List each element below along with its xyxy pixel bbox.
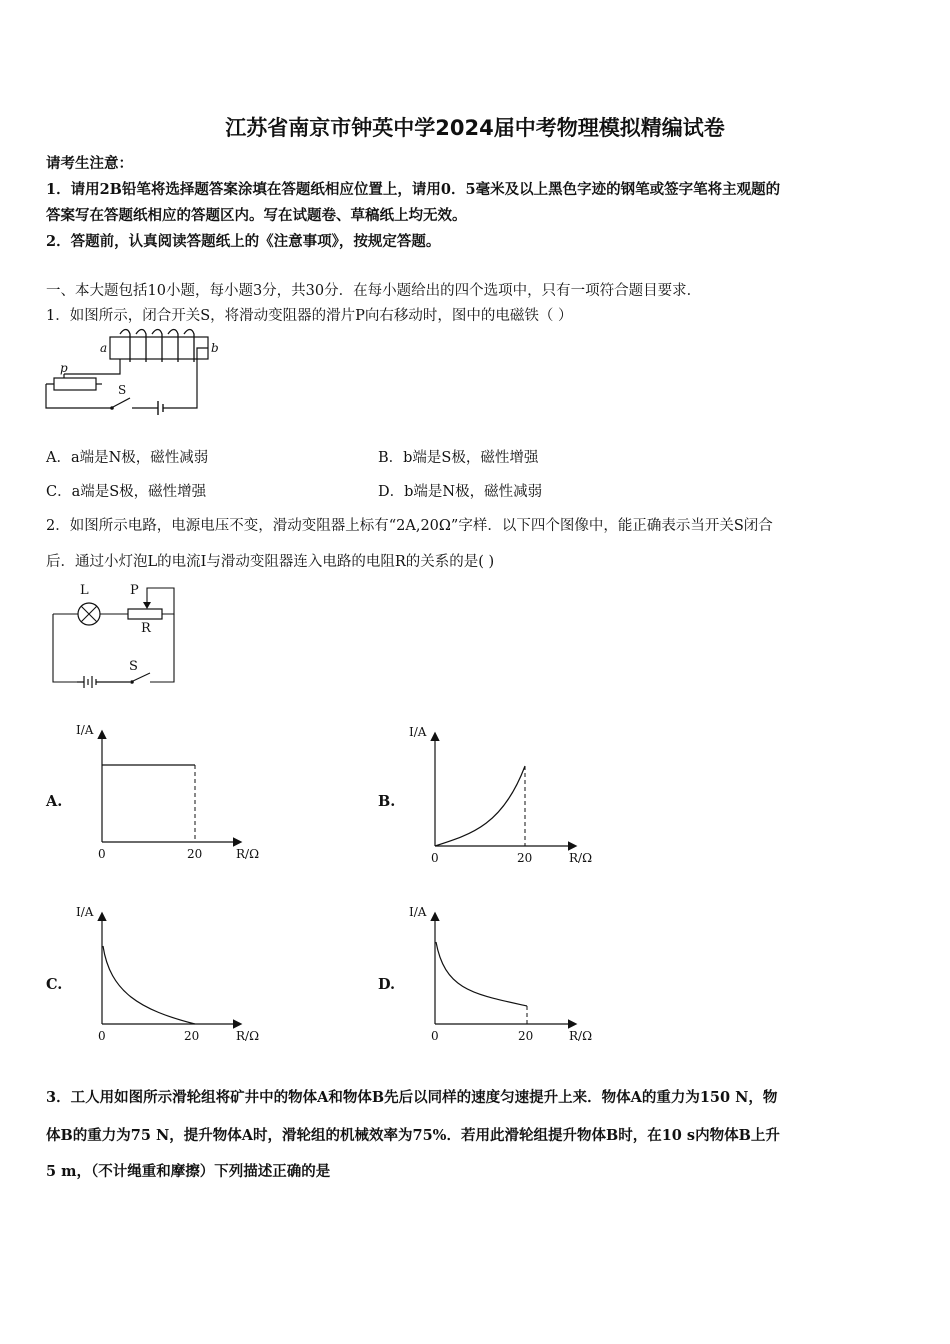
q2-label-r: R <box>141 621 151 636</box>
q1-option-c: C．a端是S极，磁性增强 <box>46 484 207 500</box>
q2-graph-a-xlabel: R/Ω <box>236 847 260 861</box>
q1-label-p: p <box>60 361 68 375</box>
q2-graph-c-xlabel: R/Ω <box>236 1029 260 1043</box>
q1-option-b: B．b端是S极，磁性增强 <box>378 450 539 466</box>
q2-graph-c <box>70 902 270 1052</box>
q2-graph-d <box>403 902 603 1052</box>
q2-option-d-label: D. <box>378 976 396 993</box>
q2-graph-d-origin: 0 <box>431 1029 439 1043</box>
q2-label-p: P <box>130 583 139 598</box>
notice-line-2: 2．答题前，认真阅读答题纸上的《注意事项》，按规定答题。 <box>46 233 441 250</box>
q1-option-d: D．b端是N极，磁性减弱 <box>378 484 543 500</box>
q2-option-b-label: B. <box>378 793 396 810</box>
notice-line-1b: 答案写在答题纸相应的答题区内。写在试题卷、草稿纸上均无效。 <box>46 207 467 224</box>
q1-label-a: a <box>100 341 108 355</box>
q2-graph-b-tick: 20 <box>517 851 533 865</box>
q2-stem-line-2: 后．通过小灯泡L的电流I与滑动变阻器连入电路的电阻R的关系的是( ) <box>46 554 495 570</box>
q2-label-l: L <box>80 583 89 598</box>
q2-graph-b <box>403 722 603 872</box>
q1-circuit-figure <box>40 330 240 420</box>
q1-option-a: A．a端是N极，磁性减弱 <box>46 450 209 466</box>
q2-stem-line-1: 2．如图所示电路，电源电压不变，滑动变阻器上标有“2A,20Ω”字样．以下四个图像中，能正确表示当开关S闭合 <box>46 518 773 534</box>
q2-graph-c-ylabel: I/A <box>76 905 94 919</box>
q2-circuit-figure <box>50 580 190 690</box>
q2-graph-d-tick: 20 <box>518 1029 534 1043</box>
q1-label-s: S <box>118 383 127 397</box>
q2-graph-a-origin: 0 <box>98 847 106 861</box>
q2-graph-a-ylabel: I/A <box>76 723 94 737</box>
q3-stem-line-3: 5 m，（不计绳重和摩擦）下列描述正确的是 <box>46 1163 331 1180</box>
q2-graph-d-ylabel: I/A <box>409 905 427 919</box>
q2-graph-c-origin: 0 <box>98 1029 106 1043</box>
q2-graph-d-xlabel: R/Ω <box>569 1029 593 1043</box>
q2-graph-b-curve <box>435 766 525 846</box>
q2-graph-a <box>70 720 270 870</box>
q2-graph-c-curve <box>103 946 195 1024</box>
q2-graph-b-ylabel: I/A <box>409 725 427 739</box>
q1-label-b: b <box>211 341 219 355</box>
q2-option-a-label: A. <box>46 793 63 810</box>
q2-graph-c-tick: 20 <box>184 1029 200 1043</box>
q1-stem: 1．如图所示，闭合开关S，将滑动变阻器的滑片P向右移动时，图中的电磁铁（ ） <box>46 308 573 324</box>
q2-graph-b-origin: 0 <box>431 851 439 865</box>
q2-graph-b-xlabel: R/Ω <box>569 851 593 865</box>
q2-graph-a-tick: 20 <box>187 847 203 861</box>
q2-option-c-label: C. <box>46 976 63 993</box>
notice-line-1a: 1．请用2B铅笔将选择题答案涂填在答题纸相应位置上，请用0．5毫米及以上黑色字迹的钢笔或签字笔将主观题的 <box>46 181 781 198</box>
q3-stem-line-1: 3．工人用如图所示滑轮组将矿井中的物体A和物体B先后以同样的速度匀速提升上来．物体A的重力为150 N，物 <box>46 1089 778 1106</box>
q2-graph-d-curve <box>436 942 527 1006</box>
q2-label-s: S <box>129 659 138 674</box>
page-title: 江苏省南京市钟英中学2024届中考物理模拟精编试卷 <box>225 116 725 140</box>
notice-heading: 请考生注意： <box>46 155 133 172</box>
q3-stem-line-2: 体B的重力为75 N，提升物体A时，滑轮组的机械效率为75%．若用此滑轮组提升物体B时，在10 s内物体B上升 <box>46 1127 780 1144</box>
section-heading: 一、本大题包括10小题，每小题3分，共30分．在每小题给出的四个选项中，只有一项符合题目要求． <box>46 283 702 299</box>
